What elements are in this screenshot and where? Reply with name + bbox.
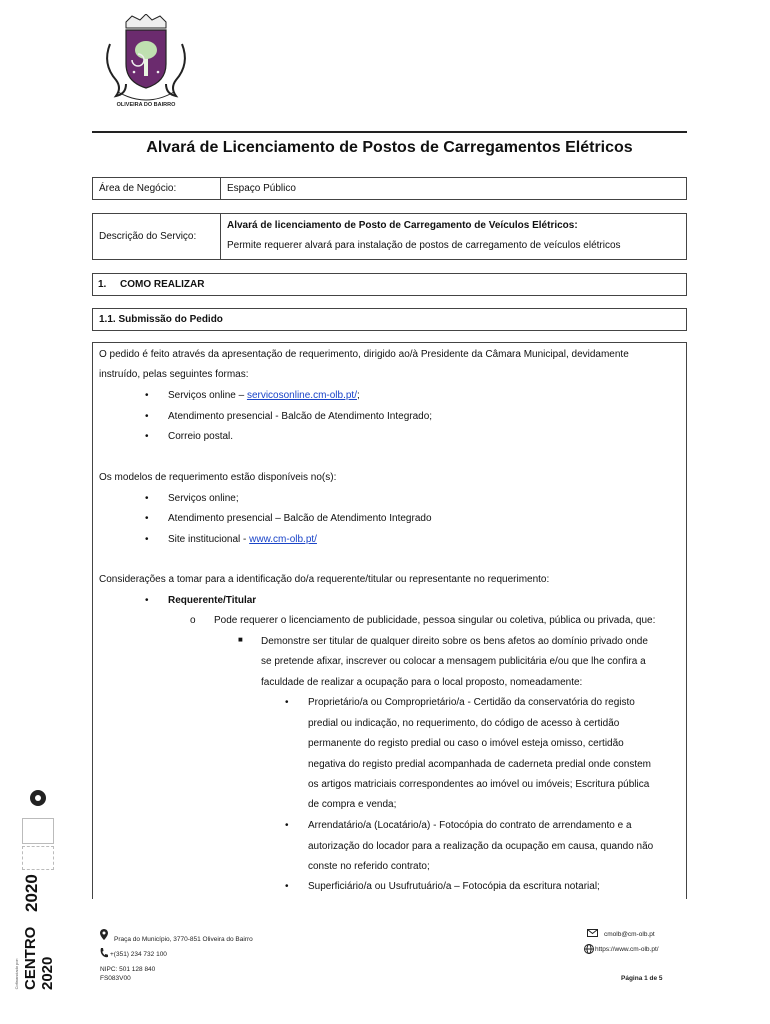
- description-title: Alvará de licenciamento de Posto de Carregamento de Veículos Elétricos:: [227, 220, 578, 231]
- bullet: •: [145, 431, 149, 442]
- email-icon: [587, 928, 598, 937]
- footer-code: FS083V00: [100, 975, 131, 982]
- registo-predial-logo: [22, 768, 52, 812]
- crest-text: OLIVEIRA DO BAIRRO: [116, 102, 176, 108]
- cofinanciado-text: Cofinanciado por:: [14, 958, 19, 990]
- bullet: •: [145, 390, 149, 401]
- demonstre-line: faculdade de realizar a ocupação para o local proposto, nomeadamente:: [261, 677, 583, 688]
- arrendatario-line: conste no referido contrato;: [308, 861, 430, 872]
- phone-icon: [100, 948, 108, 958]
- section-1-1-label: 1.1. Submissão do Pedido: [99, 314, 223, 325]
- list-item: Atendimento presencial - Balcão de Atendimento Integrado;: [168, 411, 433, 422]
- list-item: Serviços online;: [168, 493, 239, 504]
- title-rule: [92, 131, 687, 133]
- municipal-crest-logo: [96, 14, 196, 112]
- bullet: •: [285, 820, 289, 831]
- centro-2020-logo: CENTRO 2020: [22, 926, 56, 990]
- globe-icon: [584, 944, 594, 954]
- bullet: •: [145, 534, 149, 545]
- bullet: •: [145, 513, 149, 524]
- proprietario-line: predial ou indicação, no requerimento, do código de acesso à certidão: [308, 718, 620, 729]
- square-bullet: ■: [238, 635, 243, 644]
- list-item: Atendimento presencial – Balcão de Atendimento Integrado: [168, 513, 432, 524]
- bullet: •: [285, 697, 289, 708]
- considerations-text: Considerações a tomar para a identificação do/a requerente/titular ou representante no requerimento:: [99, 574, 550, 585]
- demonstre-line: Demonstre ser titular de qualquer direito sobre os bens afetos ao domínio privado onde: [261, 636, 648, 647]
- proprietario-line: os artigos matriciais correspondentes ao imóvel ou imóveis; Escritura pública: [308, 779, 650, 790]
- footer-email[interactable]: cmolb@cm-olb.pt: [604, 931, 655, 938]
- proprietario-line: negativa do registo predial acompanhada de caderneta predial onde constem: [308, 759, 652, 770]
- section-1-number: 1.: [98, 279, 107, 290]
- models-intro: Os modelos de requerimento estão disponíveis no(s):: [99, 472, 337, 483]
- footer-phone: +(351) 234 732 100: [110, 951, 167, 958]
- proprietario-line: de compra e venda;: [308, 799, 397, 810]
- footer-address: Praça do Município, 3770-851 Oliveira do Bairro: [114, 936, 253, 943]
- intro-line-2: instruído, pelas seguintes formas:: [99, 369, 249, 380]
- footer-website[interactable]: https://www.cm-olb.pt/: [595, 946, 659, 953]
- bullet: •: [145, 595, 149, 606]
- location-pin-icon: [100, 929, 108, 940]
- bullet: •: [145, 411, 149, 422]
- list-item: Site institucional - www.cm-olb.pt/: [168, 534, 317, 545]
- page-number: Página 1 de 5: [621, 975, 663, 982]
- eu-flag-icon: [22, 846, 54, 870]
- bullet: •: [285, 881, 289, 892]
- arrendatario-line: Arrendatário/a (Locatário/a) - Fotocópia do contrato de arrendamento e a: [308, 820, 632, 831]
- portugal-2020-logo: 2020: [22, 874, 41, 912]
- circle-bullet: o: [190, 615, 196, 626]
- bullet: •: [145, 493, 149, 504]
- section-1-header: [92, 273, 687, 296]
- description-label: Descrição do Serviço:: [99, 231, 197, 242]
- description-text: Permite requerer alvará para instalação de postos de carregamento de veículos elétricos: [227, 240, 621, 251]
- arrendatario-line: autorização do locador para a realização da ocupação em causa, quando não: [308, 841, 654, 852]
- pode-text: Pode requerer o licenciamento de publicidade, pessoa singular ou coletiva, pública ou privada, que:: [214, 615, 656, 626]
- servicos-online-link[interactable]: servicosonline.cm-olb.pt/: [246, 390, 357, 401]
- list-item: Serviços online – servicosonline.cm-olb.pt/;: [168, 390, 360, 401]
- partner-logo: [22, 818, 54, 844]
- section-1-1-header: [92, 308, 687, 331]
- superficiario-line: Superficiário/a ou Usufrutuário/a – Fotocópia da escritura notarial;: [308, 881, 600, 892]
- requerente-heading: Requerente/Titular: [168, 595, 257, 606]
- area-value: Espaço Público: [227, 183, 296, 194]
- proprietario-line: Proprietário/a ou Comproprietário/a - Certidão da conservatória do registo: [308, 697, 635, 708]
- area-label: Área de Negócio:: [99, 183, 177, 194]
- description-row: [92, 213, 687, 260]
- section-1-label: COMO REALIZAR: [120, 279, 205, 290]
- content-box: [92, 342, 687, 899]
- page-title: Alvará de Licenciamento de Postos de Carregamentos Elétricos: [146, 139, 633, 156]
- intro-line-1: O pedido é feito através da apresentação de requerimento, dirigido ao/à Presidente da Câmara Municipal, devidamente: [99, 349, 629, 360]
- list-item: Correio postal.: [168, 431, 234, 442]
- demonstre-line: se pretende afixar, inscrever ou colocar a mensagem publicitária e/ou que lhe confira a: [261, 656, 646, 667]
- footer-nipc: NIPC: 501 128 840: [100, 966, 156, 973]
- site-institucional-link[interactable]: www.cm-olb.pt/: [249, 534, 317, 545]
- proprietario-line: permanente do registo predial ou caso o imóvel esteja omisso, certidão: [308, 738, 624, 749]
- area-row: [92, 177, 687, 200]
